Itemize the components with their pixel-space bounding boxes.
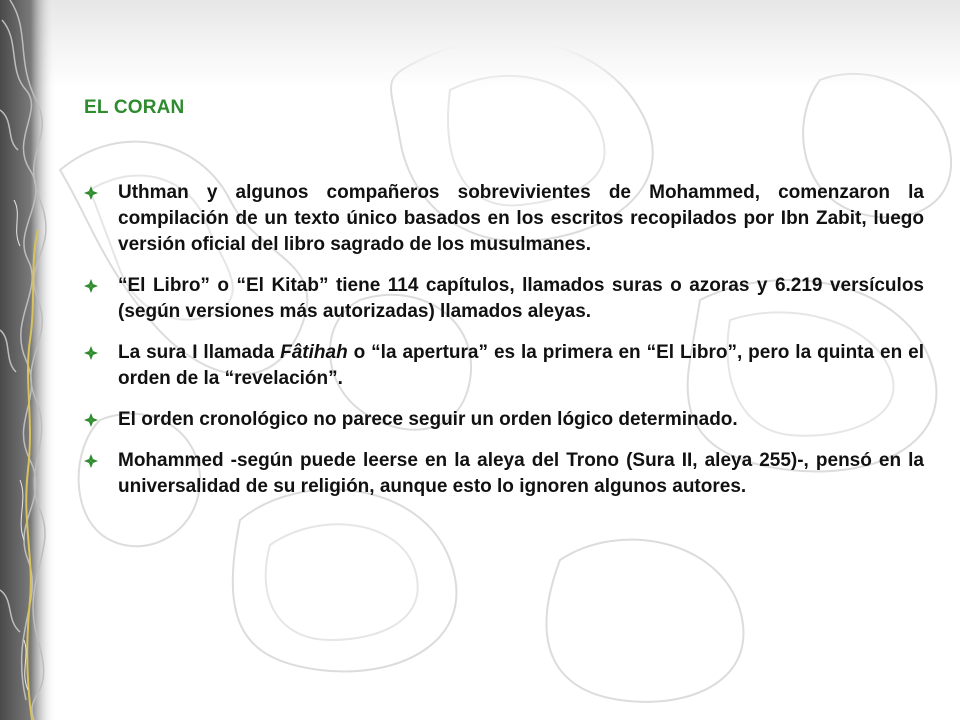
bullet-list — [84, 180, 924, 515]
top-gradient — [0, 0, 960, 90]
list-item — [84, 273, 924, 325]
left-map-strip — [0, 0, 56, 720]
list-item — [84, 448, 924, 500]
list-item — [84, 340, 924, 392]
diamond-flower-icon — [84, 279, 98, 293]
list-item — [84, 180, 924, 258]
diamond-flower-icon — [84, 346, 98, 360]
bullet-text-before: La sura I llamada — [118, 342, 281, 363]
bullet-text: “El Libro” o “El Kitab” tiene 114 capítulos, llamados suras o azoras y 6.219 versículos (según versiones más autorizadas) llamados aleyas. — [118, 275, 924, 322]
slide-title: EL CORAN — [84, 97, 185, 118]
bullet-text: Uthman y algunos compañeros sobrevivientes de Mohammed, comenzaron la compilación de un texto único basados en los escritos recopilados por Ibn Zabit, luego versión oficial del libro sagrado de los musulmanes. — [118, 182, 924, 255]
bullet-text: El orden cronológico no parece seguir un orden lógico determinado. — [118, 409, 738, 430]
list-item — [84, 407, 924, 433]
bullet-text: Mohammed -según puede leerse en la aleya del Trono (Sura II, aleya 255)-, pensó en la universalidad de su religión, aunque esto lo ignoren algunos autores. — [118, 450, 924, 497]
diamond-flower-icon — [84, 454, 98, 468]
diamond-flower-icon — [84, 186, 98, 200]
bullet-emphasis: Fâtihah — [280, 342, 348, 363]
bullet-text-after: o “la apertura” es la primera en “El Libro”, pero la quinta en el orden de la “revelación”. — [118, 342, 924, 389]
diamond-flower-icon — [84, 413, 98, 427]
